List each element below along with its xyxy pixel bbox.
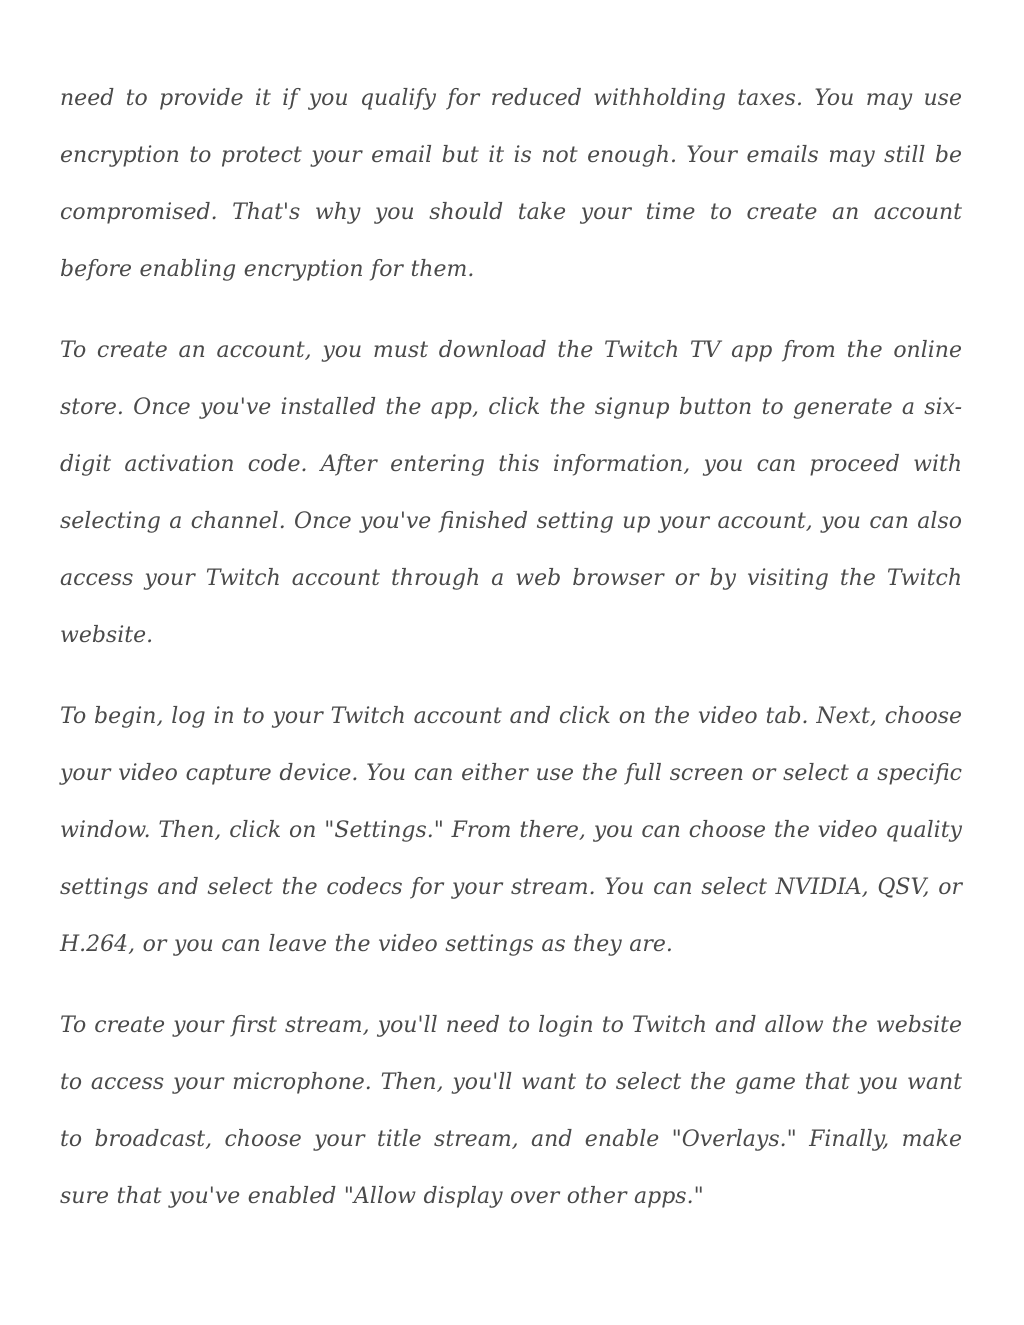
- paragraph-video-settings: To begin, log in to your Twitch account and click on the video tab. Next, choose your video capture device. You can either use the full screen or select a specific window. Then, click on "Settings." From there, you can choose the video quality settings and select the codecs for your stream. You can select NVIDIA, QSV, or H.264, or you can leave the video settings as they are.: [60, 704, 962, 957]
- document-body: [60, 70, 962, 1249]
- paragraph-create-account: To create an account, you must download the Twitch TV app from the online store. Once you've installed the app, click the signup button to generate a six-digit activation code. After entering this information, you can proceed with selecting a channel. Once you've finished setting up your account, you can also access your Twitch account through a web browser or by visiting the Twitch website.: [60, 338, 962, 648]
- paragraph-withholding-encryption: need to provide it if you qualify for reduced withholding taxes. You may use encryption to protect your email but it is not enough. Your emails may still be compromised. That's why you should take your time to create an account before enabling encryption for them.: [60, 86, 962, 282]
- paragraph-first-stream: To create your first stream, you'll need to login to Twitch and allow the website to access your microphone. Then, you'll want to select the game that you want to broadcast, choose your title stream, and enable "Overlays." Finally, make sure that you've enabled "Allow display over other apps.": [60, 1013, 962, 1209]
